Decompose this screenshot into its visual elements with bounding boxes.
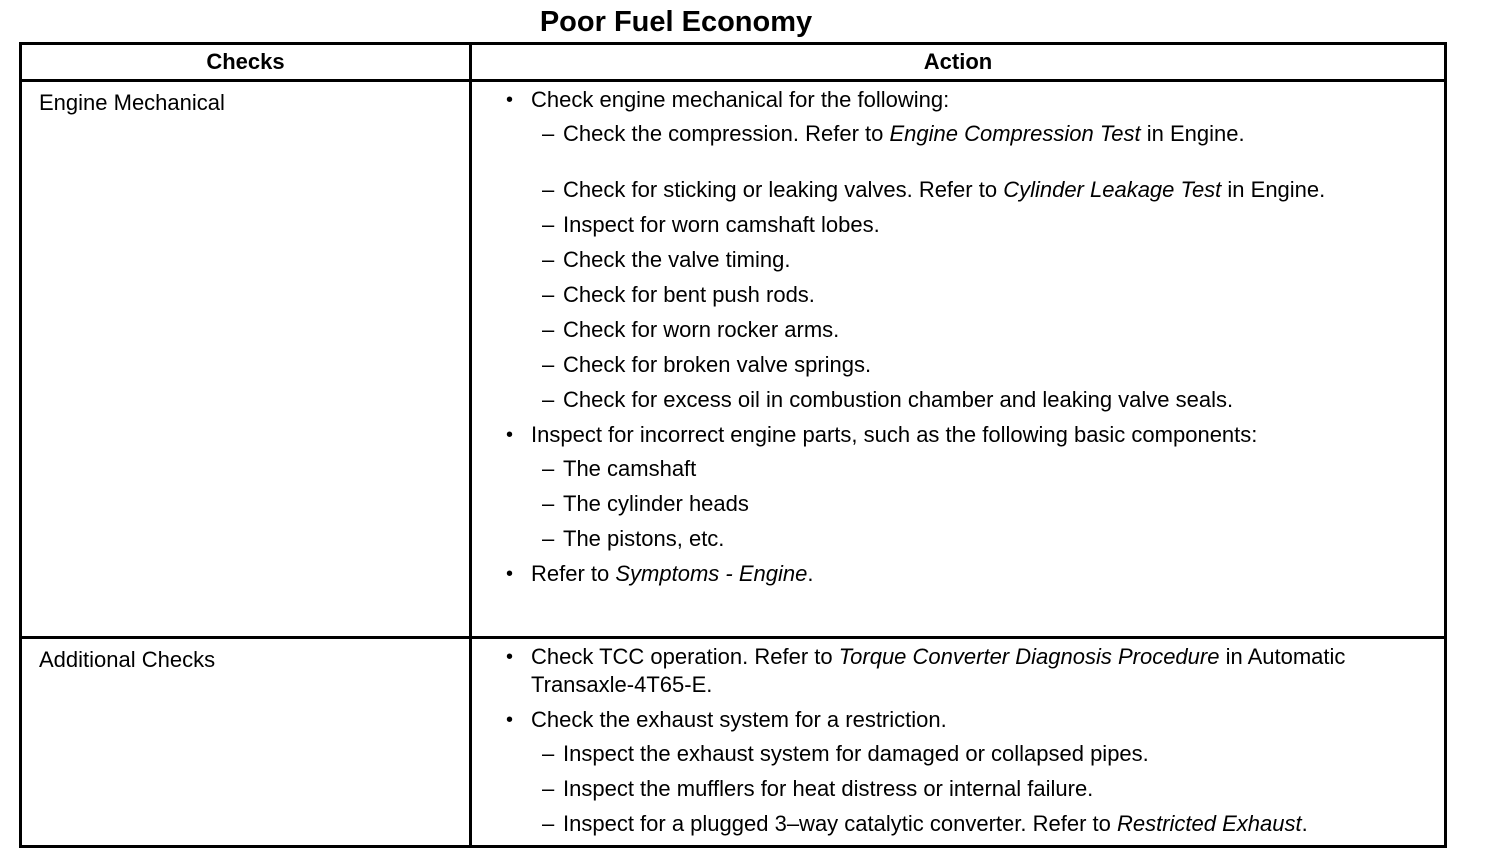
action-header: Action <box>471 44 1446 81</box>
sub-list <box>531 120 1424 414</box>
check-label: Additional Checks <box>39 647 216 672</box>
list-item: – Check for sticking or leaking valves. Refer to Cylinder Leakage Test in Engine. <box>531 176 1424 204</box>
list-item: – The camshaft <box>531 455 1424 483</box>
list-item: – Inspect for a plugged 3–way catalytic converter. Refer to Restricted Exhaust. <box>531 810 1424 838</box>
checks-header: Checks <box>21 44 471 81</box>
table-row <box>21 81 1446 638</box>
list-item: – Inspect for worn camshaft lobes. <box>531 211 1424 239</box>
check-label: Engine Mechanical <box>39 90 225 115</box>
list-item: – Check for bent push rods. <box>531 281 1424 309</box>
diagnosis-table <box>19 42 1447 848</box>
action-cell <box>471 638 1446 847</box>
table-row <box>21 638 1446 847</box>
action-cell <box>471 81 1446 638</box>
check-cell <box>21 638 471 847</box>
list-item: – The cylinder heads <box>531 490 1424 518</box>
list-item: • Inspect for incorrect engine parts, such as the following basic components: – The camshaft – The cylinder heads – The pistons, etc. <box>506 421 1424 553</box>
list-item: • Check TCC operation. Refer to Torque Converter Diagnosis Procedure in Automatic Transaxle-4T65-E. <box>506 643 1424 699</box>
list-item: – Check for worn rocker arms. <box>531 316 1424 344</box>
sub-list <box>531 740 1424 838</box>
sub-list <box>531 455 1424 553</box>
list-item: – Check the valve timing. <box>531 246 1424 274</box>
list-item: – Check for broken valve springs. <box>531 351 1424 379</box>
list-item: – Inspect the mufflers for heat distress or internal failure. <box>531 775 1424 803</box>
list-item: • Check engine mechanical for the following: – Check the compression. Refer to Engine Compression Test in Engine. – Check for sticking or leaking valves. Refer to Cylinder Leakage Test in Engine. – Inspect for worn camshaft lobes. – Check the valve timing. – Check for bent push rods. – Check for worn rocker arms. – Check for broken valve springs. – Check for excess oil in combustion chamber and leaking valve seals. <box>506 86 1424 414</box>
list-item: – Inspect the exhaust system for damaged or collapsed pipes. <box>531 740 1424 768</box>
list-item: • Refer to Symptoms - Engine. <box>506 560 1424 588</box>
action-list <box>506 643 1424 838</box>
action-list <box>506 86 1424 588</box>
table-header-row <box>21 44 1446 81</box>
list-item: – Check for excess oil in combustion chamber and leaking valve seals. <box>531 386 1424 414</box>
page-title: Poor Fuel Economy <box>539 6 813 38</box>
check-cell <box>21 81 471 638</box>
list-item: • Check the exhaust system for a restriction. – Inspect the exhaust system for damaged or collapsed pipes. – Inspect the mufflers for heat distress or internal failure. – Inspect for a plugged 3–way catalytic converter. Refer to Restricted Exhaust. <box>506 706 1424 838</box>
list-item: – Check the compression. Refer to Engine Compression Test in Engine. <box>531 120 1424 148</box>
list-item: – The pistons, etc. <box>531 525 1424 553</box>
